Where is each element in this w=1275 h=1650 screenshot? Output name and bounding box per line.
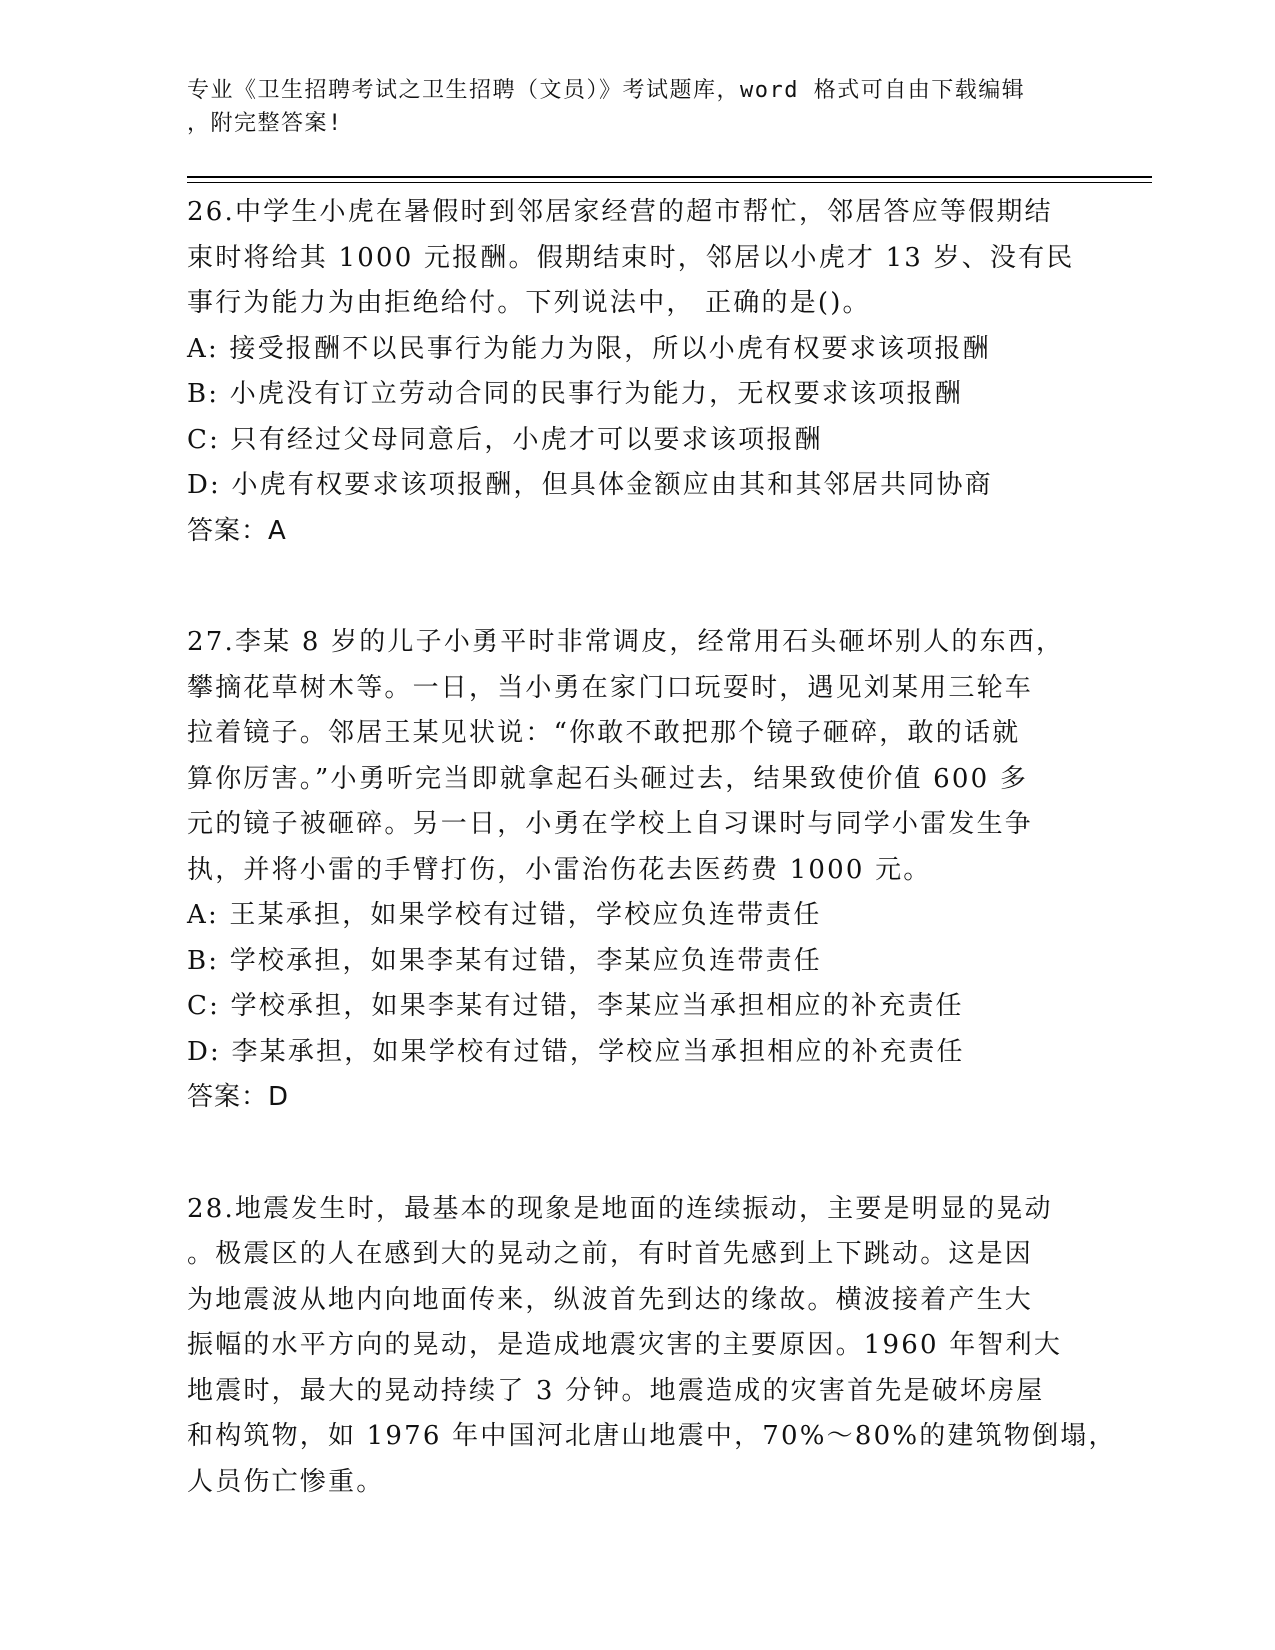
- spacer: [187, 554, 1087, 620]
- question-text-line: 元的镜子被砸碎。另一日，小勇在学校上自习课时与同学小雷发生争: [187, 809, 1034, 839]
- option-b: B: 学校承担，如果李某有过错，李某应负连带责任: [187, 945, 822, 976]
- question-27: [187, 620, 1087, 1121]
- document-header: [187, 74, 1067, 140]
- header-divider-thick: [187, 176, 1152, 178]
- question-text-line: 为地震波从地内向地面传来，纵波首先到达的缘故。横波接着产生大: [187, 1284, 1034, 1315]
- question-text-line: 束时将给其 1000 元报酬。假期结束时，邻居以小虎才 13 岁、没有民: [187, 242, 1075, 273]
- option-c: C: 只有经过父母同意后，小虎才可以要求该项报酬: [187, 424, 823, 455]
- option-d: D: 李某承担，如果学校有过错，学校应当承担相应的补充责任: [187, 1036, 965, 1067]
- header-divider-thin: [187, 182, 1152, 183]
- question-list: [187, 190, 1117, 1505]
- question-text-line: 28.地震发生时，最基本的现象是地面的连续振动，主要是明显的晃动: [187, 1193, 1053, 1224]
- option-d: D: 小虎有权要求该项报酬，但具体金额应由其和其邻居共同协商: [187, 470, 993, 500]
- question-text-line: 地震时，最大的晃动持续了 3 分钟。地震造成的灾害首先是破坏房屋: [187, 1375, 1045, 1406]
- question-text-line: 和构筑物，如 1976 年中国河北唐山地震中，70%～80%的建筑物倒塌，: [187, 1421, 1117, 1451]
- question-text-line: 人员伤亡惨重。: [187, 1466, 385, 1497]
- question-text-line: 。极震区的人在感到大的晃动之前，有时首先感到上下跳动。这是因: [187, 1239, 1034, 1269]
- question-26: [187, 190, 1087, 554]
- question-text-line: 26.中学生小虎在暑假时到邻居家经营的超市帮忙，邻居答应等假期结: [187, 197, 1053, 227]
- spacer: [187, 1121, 1087, 1187]
- question-text-line: 攀摘花草树木等。一日，当小勇在家门口玩耍时，遇见刘某用三轮车: [187, 672, 1034, 703]
- question-28: [187, 1187, 1117, 1506]
- answer-label: 答案：A: [187, 515, 287, 546]
- option-a: A: 王某承担，如果学校有过错，学校应负连带责任: [187, 900, 822, 930]
- question-text-line: 27.李某 8 岁的儿子小勇平时非常调皮，经常用石头砸坏别人的东西，: [187, 627, 1065, 657]
- question-text-line: 算你厉害。”小勇听完当即就拿起石头砸过去，结果致使价值 600 多: [187, 763, 1029, 794]
- question-text-line: 振幅的水平方向的晃动，是造成地震灾害的主要原因。1960 年智利大: [187, 1330, 1063, 1360]
- option-a: A: 接受报酬不以民事行为能力为限，所以小虎有权要求该项报酬: [187, 333, 991, 364]
- answer-label: 答案：D: [187, 1082, 290, 1112]
- option-c: C: 学校承担，如果李某有过错，李某应当承担相应的补充责任: [187, 991, 964, 1021]
- question-text-line: 执，并将小雷的手臂打伤，小雷治伤花去医药费 1000 元。: [187, 854, 932, 885]
- header-line-2: ，附完整答案!: [187, 111, 343, 136]
- header-line-1: 专业《卫生招聘考试之卫生招聘（文员）》考试题库，word 格式可自由下载编辑: [187, 78, 1026, 103]
- question-text-line: 事行为能力为由拒绝给付。下列说法中， 正确的是()。: [187, 288, 871, 318]
- question-text-line: 拉着镜子。邻居王某见状说：“你敢不敢把那个镜子砸碎，敢的话就: [187, 718, 1021, 748]
- option-b: B: 小虎没有订立劳动合同的民事行为能力，无权要求该项报酬: [187, 379, 963, 409]
